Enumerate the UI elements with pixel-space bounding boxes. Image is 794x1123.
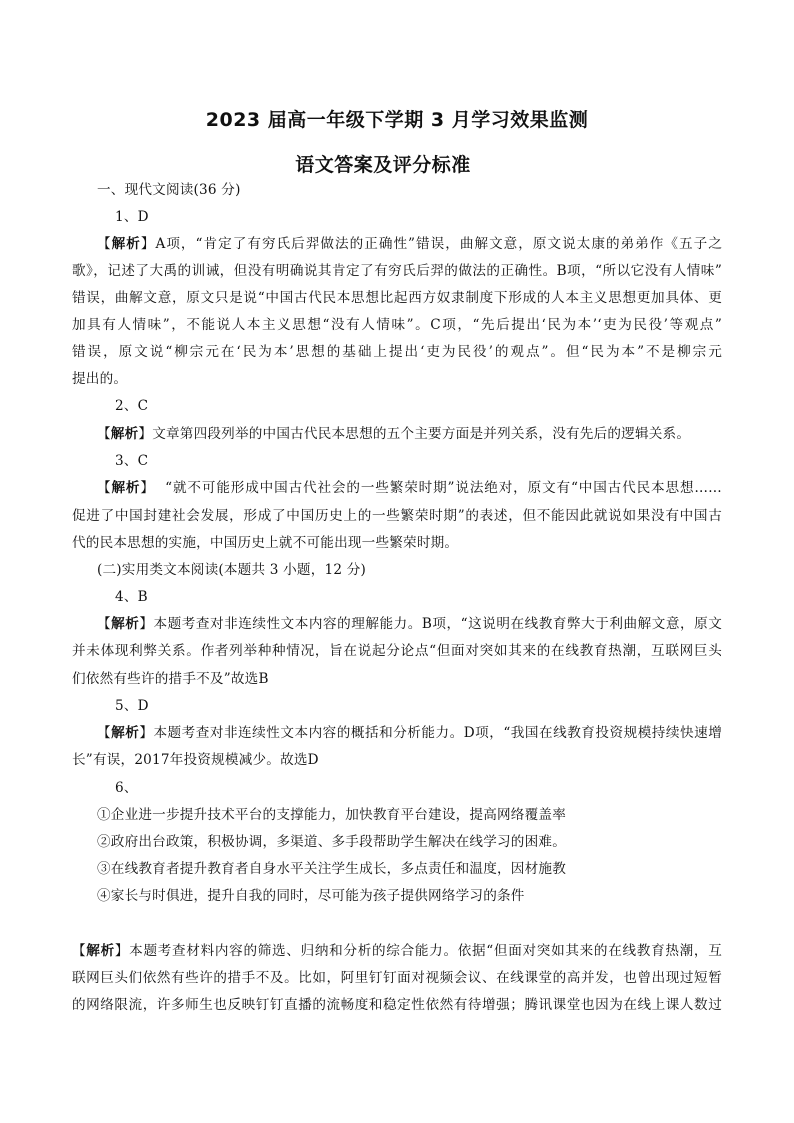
answer-q6-point-2: ②政府出台政策，积极协调，多渠道、多手段帮助学生解决在线学习的困难。 [97,834,566,850]
page-subtitle: 语文答案及评分标准 [295,154,471,176]
analysis-q3-line-2: 促进了中国封建社会发展，形成了中国历史上的一些繁荣时期”的表述，但不能因此就说如果没有中国古 [72,508,722,524]
analysis-q2: 【解析】文章第四段列举的中国古代民本思想的五个主要方面是并列关系，没有先后的逻辑关系。 [97,426,691,442]
analysis-q5-line-1: 【解析】本题考查对非连续性文本内容的概括和分析能力。D项，“我国在线教育投资规模持续快速增 [97,725,723,741]
answer-q3: 3、C [115,453,149,469]
analysis-q6-line-2: 联网巨头们依然有些许的措手不及。比如，阿里钉钉面对视频会议、在线课堂的高并发，也曾出现过短暂 [72,970,722,986]
analysis-tag: 【解析】 [97,236,156,252]
analysis-q1-line-1: 【解析】A项，“肯定了有穷氏后羿做法的正确性”错误，曲解文意，原文说太康的弟弟作《五子之 [97,236,723,252]
analysis-q6-line-1: 【解析】本题考查材料内容的筛选、归纳和分析的综合能力。依据“但面对突如其来的在线教育热潮，互 [72,943,723,959]
section-heading-modern-reading: 一、现代文阅读(36 分) [97,182,241,198]
answer-q6-point-3: ③在线教育者提升教育者自身水平关注学生成长，多点责任和温度，因材施教 [97,861,566,877]
analysis-tag: 【解析】 [97,725,154,741]
answer-q4: 4、B [115,589,148,605]
answer-q2: 2、C [115,398,149,414]
analysis-q3-line-3: 代的民本思想的实施，中国历史上就不可能出现一些繁荣时期。 [72,535,459,551]
analysis-q1-line-2: 歌》，记述了大禹的训诫，但没有明确说其肯定了有穷氏后羿的做法的正确性。B项，“所以它没有人情味” [72,263,722,279]
analysis-tag: 【解析】 [97,426,153,442]
analysis-q3-line-1: 【解析】 “就不可能形成中国古代社会的一些繁荣时期”说法绝对，原文有“中国古代民本思想…… [97,480,722,496]
analysis-q4-line-3: 们依然有些许的措手不及”故选B [72,671,269,687]
answer-q6-point-4: ④家长与时俱进，提升自我的同时，尽可能为孩子提供网络学习的条件 [97,888,525,904]
analysis-q1-line-4: 加具有人情味”，不能说人本主义思想“没有人情味”。C项，“先后提出‘民为本’‘吏为民役’等观点” [72,317,722,333]
analysis-q4-line-1: 【解析】本题考查对非连续性文本内容的理解能力。B项，“这说明在线教育弊大于利曲解文意，原文 [97,616,722,632]
analysis-tag: 【解析】 [72,943,130,959]
page-title: 2023 届高一年级下学期 3 月学习效果监测 [205,109,589,131]
analysis-tag: 【解析】 [97,480,155,496]
analysis-q1-line-5: 错误，原文说“柳宗元在‘民为本’思想的基础上提出‘吏为民役’的观点”。但“民为本”不是柳宗元 [72,344,722,360]
answer-q6: 6、 [115,780,138,796]
analysis-q1-line-3: 错误，曲解文意，原文只是说“中国古代民本思想比起西方奴隶制度下形成的人本主义思想更加具体、更 [72,290,722,306]
analysis-q5-line-2: 长”有误，2017年投资规模减少。故选D [72,752,319,768]
section-heading-practical-text: (二)实用类文本阅读(本题共 3 小题，12 分) [97,562,367,578]
analysis-q6-line-3: 的网络限流，许多师生也反映钉钉直播的流畅度和稳定性依然有待增强；腾讯课堂也因为在线上课人数过 [72,997,722,1013]
analysis-q4-line-2: 并未体现利弊关系。作者列举种种情况，旨在说起分论点“但面对突如其来的在线教育热潮，互联网巨头 [72,643,722,659]
analysis-q1-line-6: 提出的。 [72,371,128,387]
answer-q1: 1、D [115,209,149,225]
answer-q5: 5、D [115,698,149,714]
analysis-tag: 【解析】 [97,616,154,632]
answer-q6-point-1: ①企业进一步提升技术平台的支撑能力，加快教育平台建设，提高网络覆盖率 [97,807,566,823]
